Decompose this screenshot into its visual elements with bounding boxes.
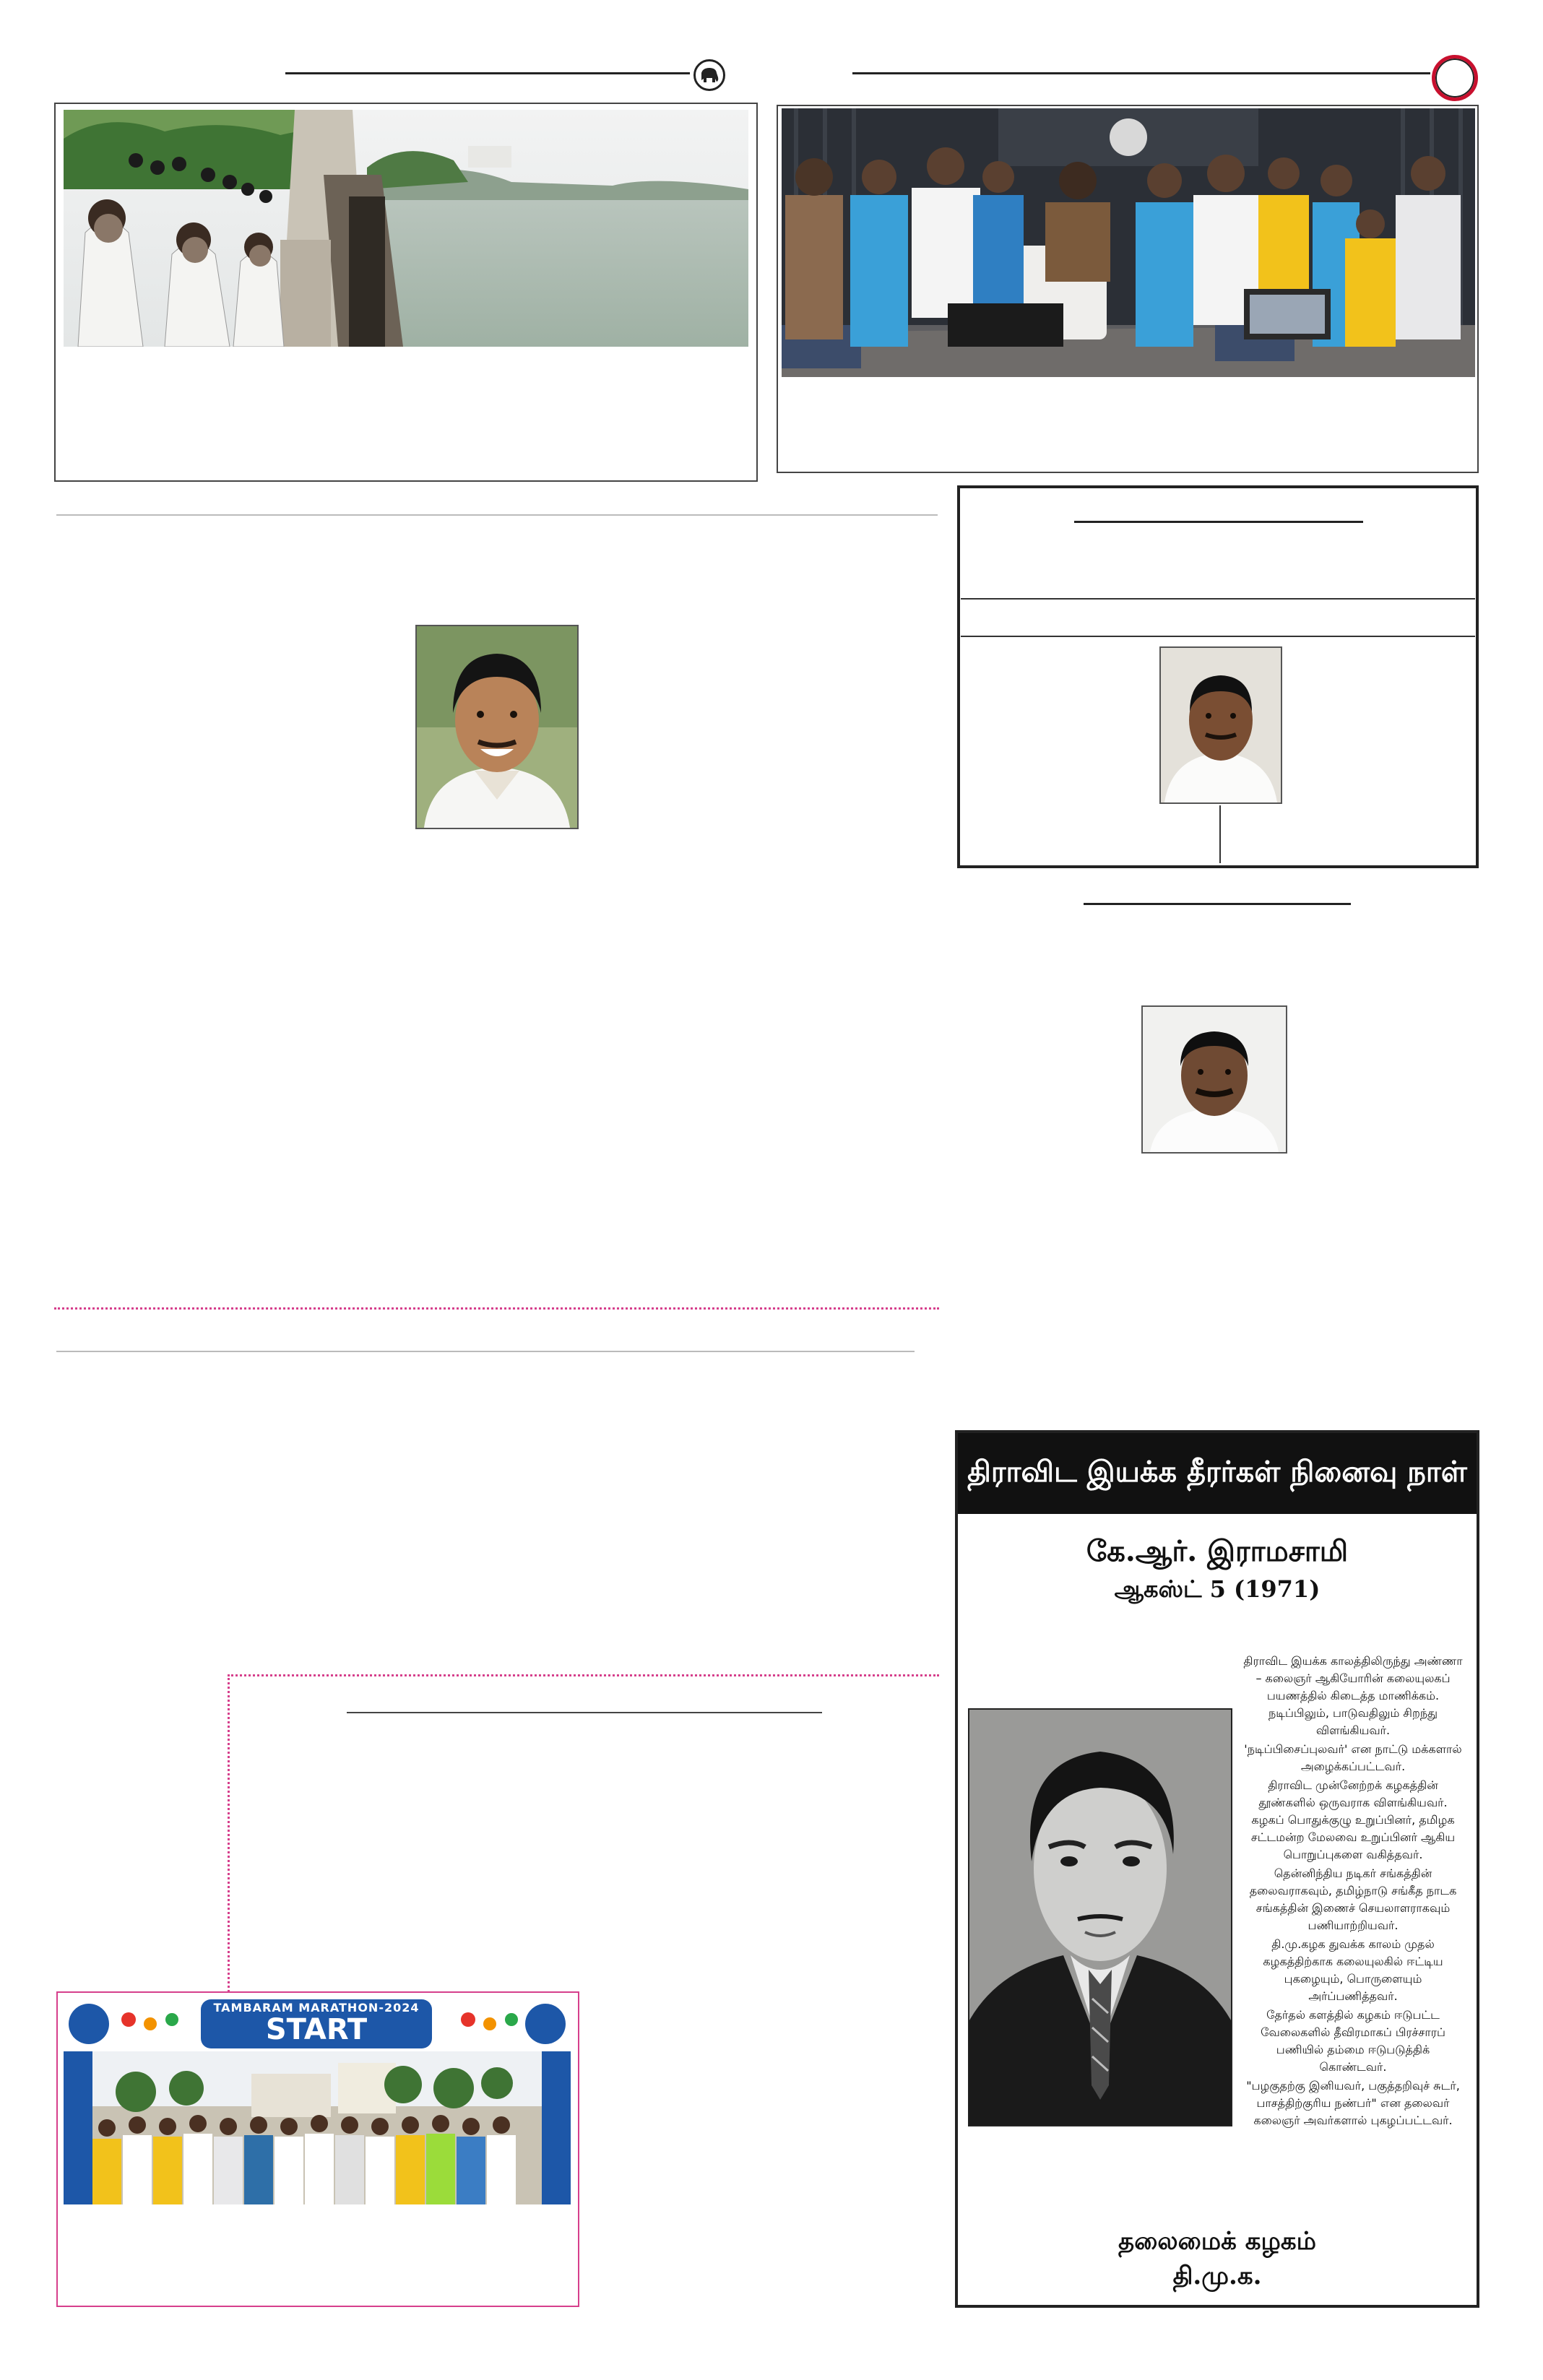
memorial-bio-para-2: 'நடிப்பிசைப்புலவர்' என நாட்டு மக்களால் அழைக்கப்பட்டவர். (1244, 1742, 1462, 1773)
inner-article-title-rule (347, 1712, 822, 1713)
dotted-divider-2 (228, 1674, 939, 1676)
memorial-footer-party: தி.மு.க. (1172, 2262, 1262, 2290)
sidebar-box-1-connector (1219, 805, 1221, 863)
memorial-bio-para-1: திராவிட இயக்க காலத்திலிருந்து அண்ணா – கலைஞர் ஆகியோரின் கலையுலகப் பயணத்தில் கிடைத்த மாணிக்கம். நடிப்பிலும், பாடுவதிலும் சிறந்து விளங்கியவர். (1243, 1654, 1463, 1737)
memorial-bio-para-5: தி.மு.கழக துவக்க காலம் முதல் கழகத்திற்காக கலையுலகில் ஈட்டிய புகழையும், பொருளையும் அர்ப்பணித்தவர். (1263, 1937, 1443, 2003)
dam-visit-photo (64, 110, 748, 347)
elephant-emblem-icon (693, 59, 725, 91)
portrait-photo-1 (415, 625, 579, 829)
memorial-name: கே.ஆர். இராமசாமி (1086, 1534, 1349, 1568)
memorial-banner-title: திராவிட இயக்க தீரர்கள் நினைவு நாள் (967, 1455, 1467, 1489)
header-rule-right (852, 72, 1430, 74)
dotted-divider-1 (54, 1307, 939, 1310)
header-rule-left (285, 72, 690, 74)
memorial-date: ஆகஸ்ட் 5 (1971) (1114, 1575, 1321, 1603)
memorial-bio-para-6: தேர்தல் களத்தில் கழகம் ஈடுபட்ட வேலைகளில் தீவிரமாகப் பிரச்சாரப் பணியில் தம்மை ஈடுபடுத்திக் கொண்டவர். (1261, 2008, 1445, 2074)
marathon-event-label: TAMBARAM MARATHON-2024 (213, 2001, 420, 2015)
memorial-bio-para-3: திராவிட முன்னேற்றக் கழகத்தின் தூண்களில் ஒருவராக விளங்கியவர். கழகப் பொதுக்குழு உறுப்பினர், தமிழக சட்டமன்ற மேலவை உறுப்பினர் ஆகிய பொறுப்புகளை வகித்தவர். (1250, 1778, 1456, 1861)
section-divider-1 (56, 514, 938, 516)
marathon-start-label: START (265, 2013, 368, 2046)
page-marker-circle-icon (1432, 55, 1478, 101)
memorial-footer-org: தலைமைக் கழகம் (1118, 2227, 1316, 2256)
sidebar-box-1-rule-b (961, 636, 1475, 637)
memorial-bio-para-7: "பழகுதற்கு இனியவர், பகுத்தறிவுச் சுடர், பாசத்திற்குரிய நண்பர்" என தலைவர் கலைஞர் அவர்களால் புகழப்பட்டவர். (1246, 2079, 1460, 2127)
sidebar-2-title-rule (1084, 903, 1351, 905)
section-divider-2 (56, 1351, 915, 1352)
dotted-divider-vertical (228, 1674, 230, 1992)
memorial-portrait (968, 1708, 1232, 2126)
sidebar-box-1-title-rule (1074, 521, 1363, 523)
sports-event-photo (782, 108, 1475, 377)
portrait-photo-2 (1159, 646, 1282, 804)
marathon-start-photo (64, 1998, 571, 2204)
portrait-photo-3 (1141, 1005, 1287, 1154)
memorial-bio (1241, 1653, 1465, 2129)
sidebar-box-1-rule-a (961, 598, 1475, 600)
memorial-bio-para-4: தென்னிந்திய நடிகர் சங்கத்தின் தலைவராகவும், தமிழ்நாடு சங்கீத நாடக சங்கத்தின் இணைச் செயலாளராகவும் பணியாற்றியவர். (1249, 1866, 1457, 1932)
